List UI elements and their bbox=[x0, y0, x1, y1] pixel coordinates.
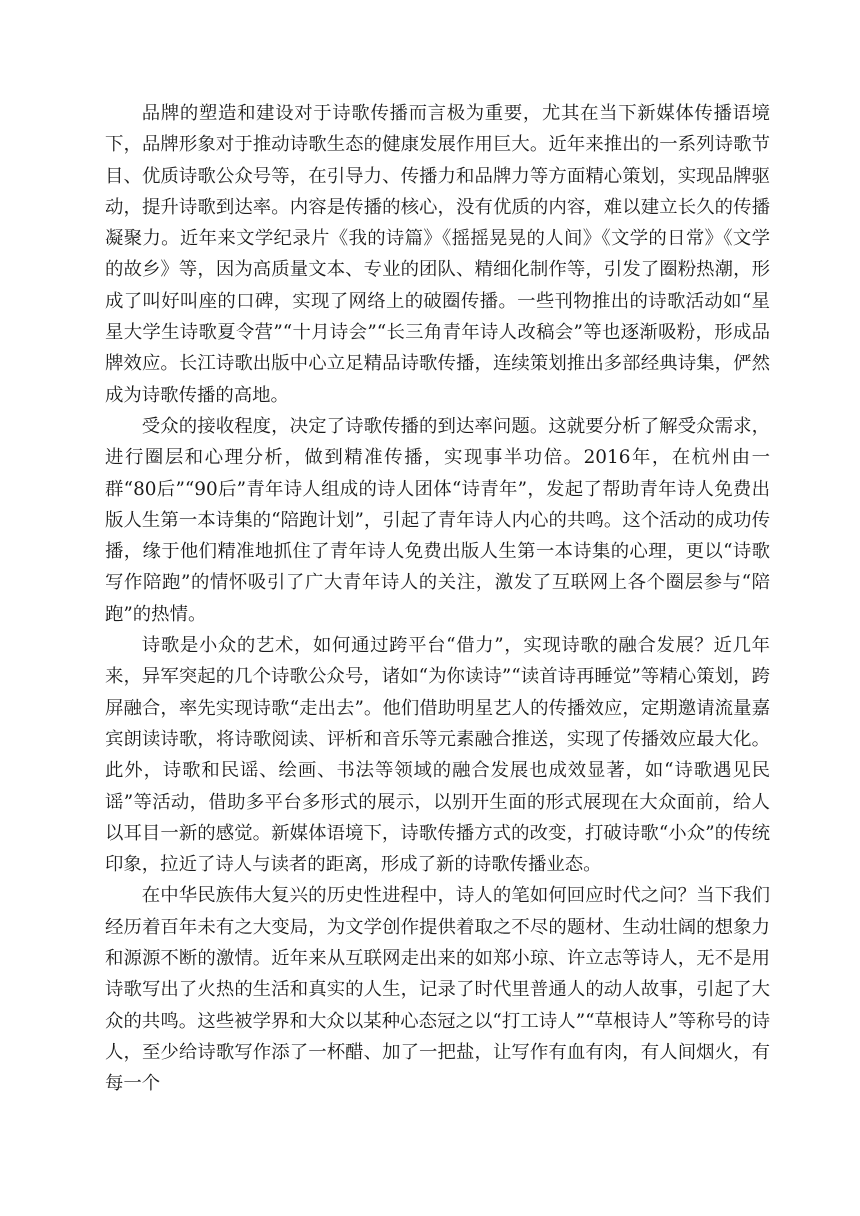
paragraph-audience-reception: 受众的接收程度，决定了诗歌传播的到达率问题。这就要分析了解受众需求，进行圈层和心理分析，做到精准传播，实现事半功倍。2016年，在杭州由一群“80后”“90后”青年诗人组成的诗人团体“诗青年”，发起了帮助青年诗人免费出版人生第一本诗集的“陪跑计划”，引起了青年诗人内心的共鸣。这个活动的成功传播，缘于他们精准地抓住了青年诗人免费出版人生第一本诗集的心理，更以“诗歌写作陪跑”的情怀吸引了广大青年诗人的关注，激发了互联网上各个圈层参与“陪跑”的热情。 bbox=[105, 415, 770, 625]
document-page bbox=[105, 98, 770, 1100]
paragraph-era-response: 在中华民族伟大复兴的历史性进程中，诗人的笔如何回应时代之问？当下我们经历着百年未有之大变局，为文学创作提供着取之不尽的题材、生动壮阔的想象力和源源不断的激情。近年来从互联网走出来的如郑小琼、许立志等诗人，无不是用诗歌写出了火热的生活和真实的人生，记录了时代里普通人的动人故事，引起了大众的共鸣。这些被学界和大众以某种心态冠之以“打工诗人”“草根诗人”等称号的诗人，至少给诗歌写作添了一杯醋、加了一把盐，让写作有血有肉，有人间烟火，有每一个 bbox=[105, 885, 770, 1095]
paragraph-cross-platform: 诗歌是小众的艺术，如何通过跨平台“借力”，实现诗歌的融合发展？近几年来，异军突起的几个诗歌公众号，诸如“为你读诗”“读首诗再睡觉”等精心策划，跨屏融合，率先实现诗歌“走出去”。他们借助明星艺人的传播效应，定期邀请流量嘉宾朗读诗歌，将诗歌阅读、评析和音乐等元素融合推送，实现了传播效应最大化。此外，诗歌和民谣、绘画、书法等领域的融合发展也成效显著，如“诗歌遇见民谣”等活动，借助多平台多形式的展示，以别开生面的形式展现在大众面前，给人以耳目一新的感觉。新媒体语境下，诗歌传播方式的改变，打破诗歌“小众”的传统印象，拉近了诗人与读者的距离，形成了新的诗歌传播业态。 bbox=[105, 635, 770, 876]
paragraph-brand-building: 品牌的塑造和建设对于诗歌传播而言极为重要，尤其在当下新媒体传播语境下，品牌形象对于推动诗歌生态的健康发展作用巨大。近年来推出的一系列诗歌节目、优质诗歌公众号等，在引导力、传播力和品牌力等方面精心策划，实现品牌驱动，提升诗歌到达率。内容是传播的核心，没有优质的内容，难以建立长久的传播凝聚力。近年来文学纪录片《我的诗篇》《摇摇晃晃的人间》《文学的日常》《文学的故乡》等，因为高质量文本、专业的团队、精细化制作等，引发了圈粉热潮，形成了叫好叫座的口碑，实现了网络上的破圈传播。一些刊物推出的诗歌活动如“星星大学生诗歌夏令营”“十月诗会”“长三角青年诗人改稿会”等也逐渐吸粉，形成品牌效应。长江诗歌出版中心立足精品诗歌传播，连续策划推出多部经典诗集，俨然成为诗歌传播的高地。 bbox=[105, 103, 770, 406]
